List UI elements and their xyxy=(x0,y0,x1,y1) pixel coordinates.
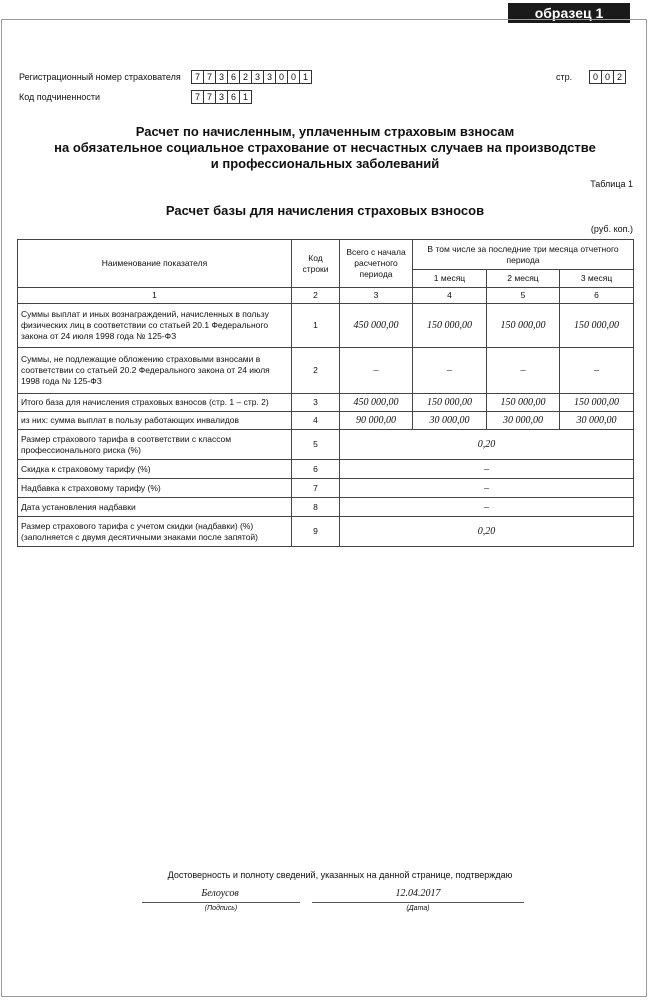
row-total: – xyxy=(340,348,413,394)
signature: Белоусов xyxy=(201,888,239,899)
row-value: – xyxy=(340,460,634,479)
row-name: Итого база для начисления страховых взносов (стр. 1 – стр. 2) xyxy=(18,394,292,412)
head-total: Всего с начала расчетного периода xyxy=(340,240,413,288)
head-name: Наименование показателя xyxy=(18,240,292,288)
row-m2: 150 000,00 xyxy=(487,304,560,348)
table-number: Таблица 1 xyxy=(590,179,633,189)
row-code: 3 xyxy=(292,394,340,412)
row-m2: 150 000,00 xyxy=(487,394,560,412)
digit-box: 3 xyxy=(215,90,228,104)
row-code: 2 xyxy=(292,348,340,394)
digit-box: 2 xyxy=(239,70,252,84)
signature-caption: (Подпись) xyxy=(204,905,238,912)
colnum-cell: 5 xyxy=(487,288,560,304)
row-name: Суммы выплат и иных вознаграждений, начисленных в пользу физических лиц в соответствии со статьей 20.1 Федерального закона от 24 июля 1998 года № 125-ФЗ xyxy=(18,304,292,348)
colnum-cell: 6 xyxy=(560,288,634,304)
digit-box: 7 xyxy=(191,70,204,84)
section-title: Расчет базы для начисления страховых взносов xyxy=(165,203,485,218)
signature-date: 12.04.2017 xyxy=(395,888,441,899)
page-number-boxes xyxy=(589,70,625,84)
row-name: Дата установления надбавки xyxy=(18,498,292,517)
colnum-cell: 2 xyxy=(292,288,340,304)
row-name: из них: сумма выплат в пользу работающих инвалидов xyxy=(18,412,292,430)
table-row xyxy=(18,479,634,498)
table-row xyxy=(18,348,634,394)
row-name: Скидка к страховому тарифу (%) xyxy=(18,460,292,479)
table-row xyxy=(18,517,634,547)
digit-box: 3 xyxy=(263,70,276,84)
row-total: 90 000,00 xyxy=(340,412,413,430)
digit-box: 0 xyxy=(287,70,300,84)
row-m1: 150 000,00 xyxy=(413,304,487,348)
head-last3: В том числе за последние три месяца отчетного периода xyxy=(413,240,634,270)
row-name: Размер страхового тарифа с учетом скидки (надбавки) (%) (заполняется с двумя десятичными знаками после запятой) xyxy=(18,517,292,547)
page-label: стр. xyxy=(556,72,573,82)
subordination-label: Код подчиненности xyxy=(19,92,101,102)
table-row xyxy=(18,304,634,348)
units-label: (руб. коп.) xyxy=(590,224,633,234)
row-m1: 150 000,00 xyxy=(413,394,487,412)
reg-number-boxes xyxy=(191,70,311,84)
digit-box: 3 xyxy=(251,70,264,84)
confirmation-text: Достоверность и полноту сведений, указанных на данной странице, подтверждаю xyxy=(167,870,513,880)
digit-box: 0 xyxy=(601,70,614,84)
row-name: Суммы, не подлежащие обложению страховыми взносами в соответствии со статьей 20.2 Федерального закона от 24 июля 1998 года № 125-ФЗ xyxy=(18,348,292,394)
head-m2: 2 месяц xyxy=(487,270,560,288)
form-title-line-2: на обязательное социальное страхование от несчастных случаев на производстве xyxy=(54,140,596,155)
column-numbers-row xyxy=(18,288,634,304)
form-title-line-3: и профессиональных заболеваний xyxy=(210,156,440,171)
contribution-base-table xyxy=(17,239,634,547)
row-value: – xyxy=(340,479,634,498)
digit-box: 7 xyxy=(203,70,216,84)
row-total: 450 000,00 xyxy=(340,304,413,348)
row-m2: 30 000,00 xyxy=(487,412,560,430)
row-m3: 150 000,00 xyxy=(560,304,634,348)
digit-box: 0 xyxy=(589,70,602,84)
colnum-cell: 1 xyxy=(18,288,292,304)
row-code: 8 xyxy=(292,498,340,517)
table-row xyxy=(18,412,634,430)
row-m3: – xyxy=(560,348,634,394)
row-name: Надбавка к страховому тарифу (%) xyxy=(18,479,292,498)
colnum-cell: 3 xyxy=(340,288,413,304)
digit-box: 6 xyxy=(227,70,240,84)
digit-box: 2 xyxy=(613,70,626,84)
digit-box: 7 xyxy=(191,90,204,104)
digit-box: 0 xyxy=(275,70,288,84)
row-name: Размер страхового тарифа в соответствии с классом профессионального риска (%) xyxy=(18,430,292,460)
row-code: 6 xyxy=(292,460,340,479)
date-line xyxy=(312,902,524,903)
digit-box: 1 xyxy=(299,70,312,84)
table-row xyxy=(18,394,634,412)
digit-box: 7 xyxy=(203,90,216,104)
row-code: 7 xyxy=(292,479,340,498)
row-code: 5 xyxy=(292,430,340,460)
colnum-cell: 4 xyxy=(413,288,487,304)
head-m3: 3 месяц xyxy=(560,270,634,288)
row-m2: – xyxy=(487,348,560,394)
sample-badge: образец 1 xyxy=(508,3,630,23)
row-code: 9 xyxy=(292,517,340,547)
digit-box: 6 xyxy=(227,90,240,104)
row-m3: 30 000,00 xyxy=(560,412,634,430)
head-m1: 1 месяц xyxy=(413,270,487,288)
row-m1: 30 000,00 xyxy=(413,412,487,430)
row-total: 450 000,00 xyxy=(340,394,413,412)
row-code: 1 xyxy=(292,304,340,348)
digit-box: 3 xyxy=(215,70,228,84)
row-value: – xyxy=(340,498,634,517)
subordination-code-boxes xyxy=(191,90,251,104)
row-m3: 150 000,00 xyxy=(560,394,634,412)
head-code: Код строки xyxy=(292,240,340,288)
table-row xyxy=(18,460,634,479)
row-m1: – xyxy=(413,348,487,394)
reg-number-label: Регистрационный номер страхователя xyxy=(19,72,181,82)
form-title-line-1: Расчет по начисленным, уплаченным страховым взносам xyxy=(135,124,515,139)
row-value: 0,20 xyxy=(340,517,634,547)
row-code: 4 xyxy=(292,412,340,430)
table-row xyxy=(18,430,634,460)
table-row xyxy=(18,498,634,517)
signature-line xyxy=(142,902,300,903)
row-value: 0,20 xyxy=(340,430,634,460)
digit-box: 1 xyxy=(239,90,252,104)
date-caption: (Дата) xyxy=(406,905,430,912)
